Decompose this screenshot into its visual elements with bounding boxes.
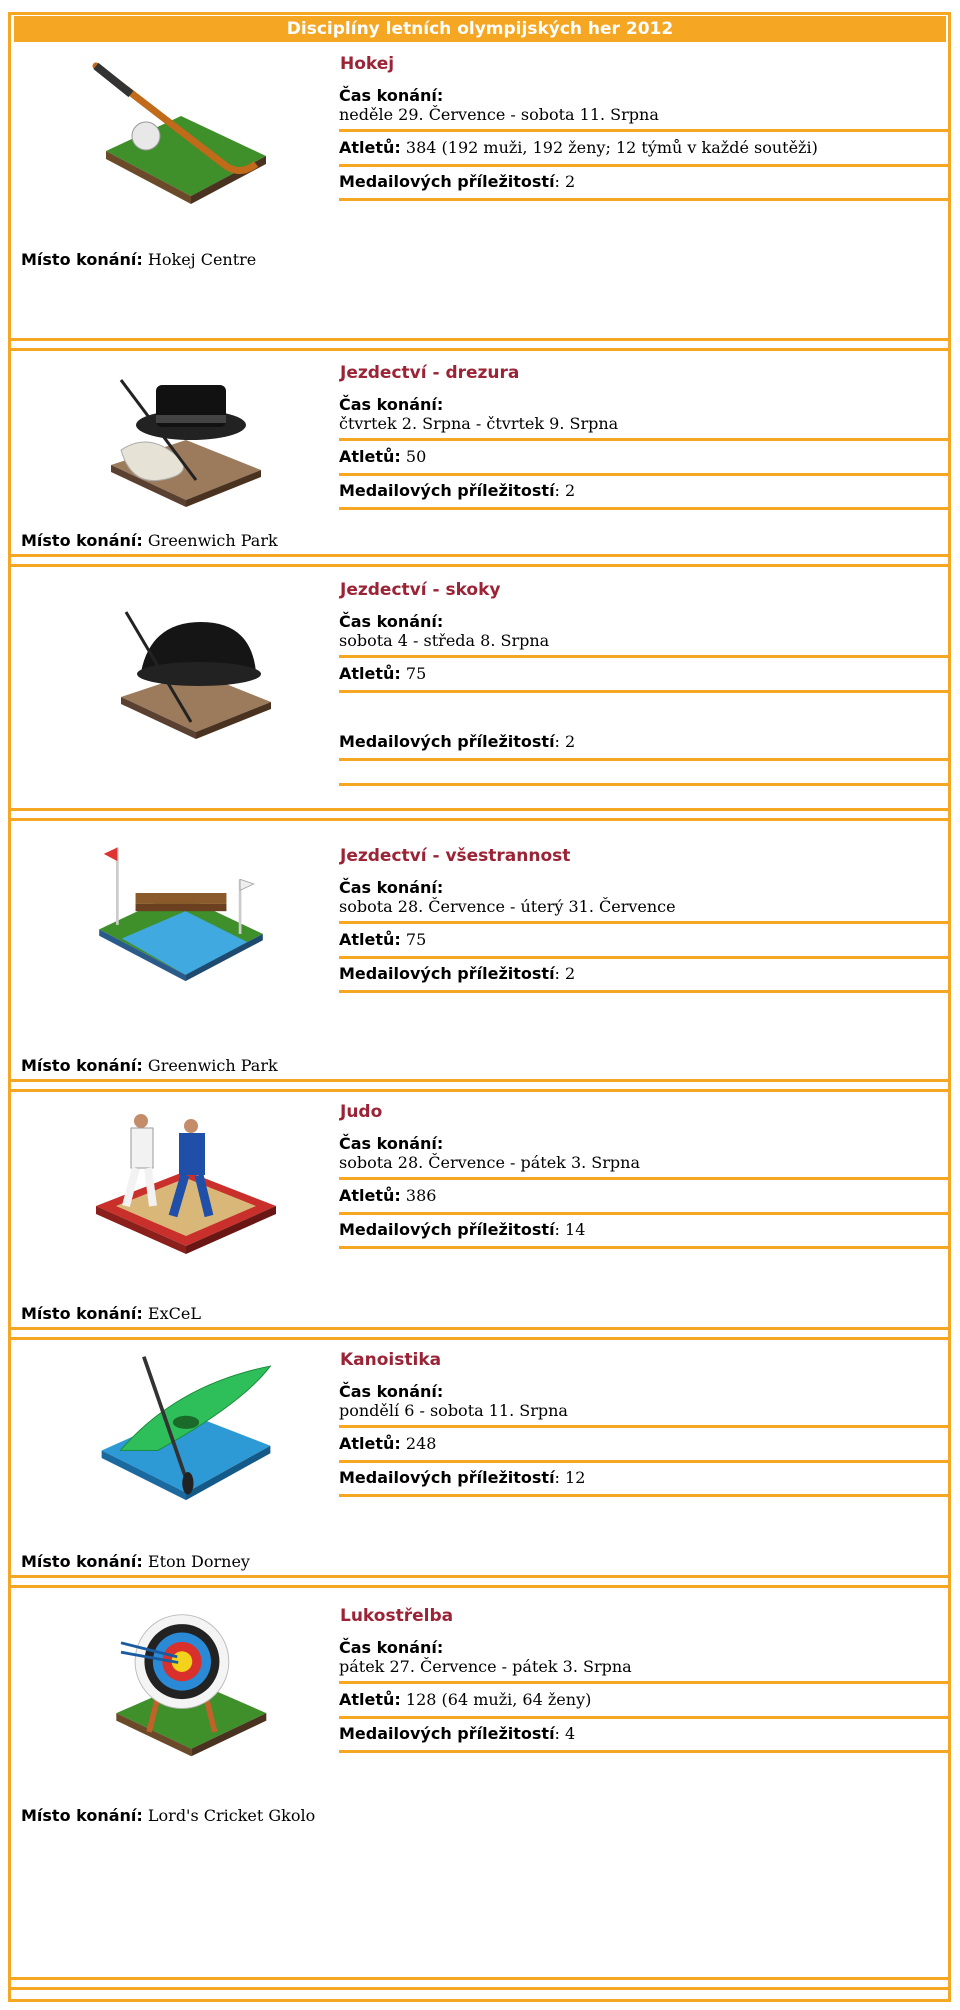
time-label: Čas konání: (339, 878, 444, 897)
sport-title: Kanoistika (340, 1350, 442, 1370)
athletes-row (339, 1434, 949, 1463)
sport-section-eventing (11, 838, 949, 1092)
time-value: sobota 4 - středa 8. Srpna (339, 631, 550, 650)
canoe-icon (91, 1352, 281, 1502)
medals-value: : 14 (554, 1220, 586, 1239)
venue-value: Greenwich Park (147, 1056, 278, 1075)
athletes-label: Atletů: (339, 930, 401, 949)
athletes-row (339, 664, 949, 693)
venue-row (21, 1304, 201, 1323)
medals-row (339, 1724, 949, 1753)
medals-label: Medailových příležitostí (339, 1468, 555, 1487)
medals-label: Medailových příležitostí (339, 172, 555, 191)
time-label: Čas konání: (339, 395, 444, 414)
time-row (339, 1382, 949, 1428)
time-row (339, 395, 949, 441)
time-value: sobota 28. Července - pátek 3. Srpna (339, 1153, 640, 1172)
venue-row (21, 1056, 278, 1075)
venue-label: Místo konání: (21, 1304, 143, 1323)
venue-value: Greenwich Park (147, 531, 278, 550)
page-title: Disciplíny letních olympijských her 2012 (14, 16, 946, 42)
athletes-label: Atletů: (339, 1690, 401, 1709)
venue-label: Místo konání: (21, 1552, 143, 1571)
divider (11, 1079, 949, 1082)
venue-value: ExCeL (147, 1304, 201, 1323)
venue-label: Místo konání: (21, 531, 143, 550)
medals-label: Medailových příležitostí (339, 732, 555, 751)
athletes-value: 386 (405, 1186, 437, 1205)
divider (11, 1575, 949, 1578)
venue-label: Místo konání: (21, 250, 143, 269)
time-value: čtvrtek 2. Srpna - čtvrtek 9. Srpna (339, 414, 619, 433)
venue-row (21, 531, 278, 550)
medals-value: : 12 (554, 1468, 586, 1487)
jumping-icon (111, 602, 301, 752)
medals-row (339, 1220, 949, 1249)
divider (11, 1977, 949, 1980)
eventing-icon (86, 843, 276, 993)
medals-label: Medailových příležitostí (339, 1220, 555, 1239)
medals-row (339, 1468, 949, 1497)
divider (11, 564, 949, 567)
divider (11, 1585, 949, 1588)
time-row (339, 1638, 949, 1684)
venue-value: Eton Dorney (147, 1552, 250, 1571)
venue-row (21, 1806, 315, 1825)
hockey-icon (86, 56, 276, 206)
athletes-value: 248 (405, 1434, 437, 1453)
sport-section-hockey (11, 46, 949, 351)
time-value: pátek 27. Července - pátek 3. Srpna (339, 1657, 632, 1676)
venue-row (21, 1552, 250, 1571)
venue-value: Hokej Centre (147, 250, 257, 269)
time-row (339, 612, 949, 658)
time-label: Čas konání: (339, 1382, 444, 1401)
time-label: Čas konání: (339, 612, 444, 631)
athletes-row (339, 138, 949, 167)
athletes-label: Atletů: (339, 664, 401, 683)
medals-value: : 2 (554, 172, 576, 191)
athletes-row (339, 930, 949, 959)
time-value: neděle 29. Července - sobota 11. Srpna (339, 105, 659, 124)
athletes-value: 50 (405, 447, 427, 466)
medals-value: : 2 (554, 732, 576, 751)
athletes-value: 75 (405, 930, 427, 949)
venue-label: Místo konání: (21, 1806, 143, 1825)
sport-title: Jezdectví - všestrannost (340, 846, 571, 866)
athletes-label: Atletů: (339, 447, 401, 466)
archery-icon (101, 1610, 291, 1760)
athletes-row (339, 1186, 949, 1215)
divider (11, 1987, 949, 1990)
dressage-icon (101, 370, 291, 520)
sport-title: Hokej (340, 54, 395, 74)
time-label: Čas konání: (339, 1134, 444, 1153)
divider (11, 818, 949, 821)
divider (11, 1327, 949, 1330)
divider (11, 554, 949, 557)
divider (11, 348, 949, 351)
sport-title: Jezdectví - skoky (340, 580, 501, 600)
time-row (339, 1134, 949, 1180)
medals-label: Medailových příležitostí (339, 481, 555, 500)
divider (11, 1337, 949, 1340)
sport-title: Judo (340, 1102, 383, 1122)
medals-value: : 4 (554, 1724, 576, 1743)
medals-row (339, 964, 949, 993)
sport-title: Lukostřelba (340, 1606, 454, 1626)
athletes-row (339, 447, 949, 476)
divider (11, 338, 949, 341)
medals-row (339, 481, 949, 510)
divider (11, 1089, 949, 1092)
sport-title: Jezdectví - drezura (340, 363, 520, 383)
time-label: Čas konání: (339, 1638, 444, 1657)
sport-section-judo (11, 1094, 949, 1342)
time-label: Čas konání: (339, 86, 444, 105)
venue-value: Lord's Cricket Gkolo (147, 1806, 316, 1825)
athletes-value: 384 (192 muži, 192 ženy; 12 týmů v každé soutěži) (405, 138, 818, 157)
athletes-label: Atletů: (339, 1186, 401, 1205)
time-value: sobota 28. Července - úterý 31. Července (339, 897, 676, 916)
time-row (339, 86, 949, 132)
athletes-value: 75 (405, 664, 427, 683)
judo-icon (91, 1106, 281, 1256)
sport-section-jumping (11, 572, 949, 834)
medals-label: Medailových příležitostí (339, 964, 555, 983)
medals-label: Medailových příležitostí (339, 1724, 555, 1743)
time-value: pondělí 6 - sobota 11. Srpna (339, 1401, 568, 1420)
sport-section-archery (11, 1598, 949, 1998)
medals-value: : 2 (554, 481, 576, 500)
venue-label: Místo konání: (21, 1056, 143, 1075)
sport-section-canoe (11, 1342, 949, 1592)
athletes-row (339, 1690, 949, 1719)
medals-value: : 2 (554, 964, 576, 983)
time-row (339, 878, 949, 924)
athletes-value: 128 (64 muži, 64 ženy) (405, 1690, 592, 1709)
venue-row (21, 250, 256, 269)
athletes-label: Atletů: (339, 138, 401, 157)
medals-row (339, 172, 949, 201)
divider (11, 808, 949, 811)
athletes-label: Atletů: (339, 1434, 401, 1453)
sport-section-dressage (11, 355, 949, 567)
medals-row (339, 732, 949, 761)
empty-row (339, 782, 949, 786)
